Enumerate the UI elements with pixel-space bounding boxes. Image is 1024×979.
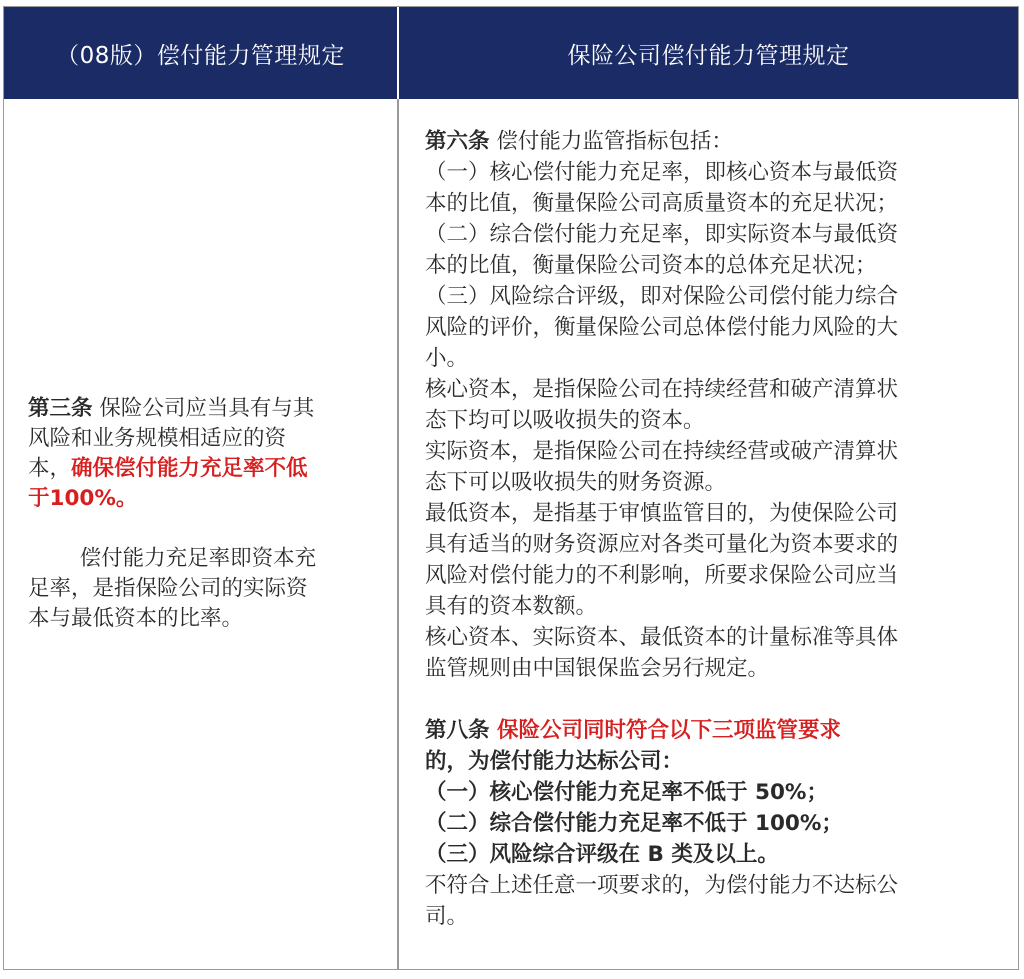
article8-item: （三）风险综合评级在 B 类及以上。: [425, 842, 779, 867]
article8-heading: [425, 715, 1010, 746]
article3-lead: 第三条: [28, 396, 93, 421]
article3-line4: 于100%。: [28, 486, 138, 511]
article6-line: 小。: [425, 346, 469, 371]
article3-line1: [28, 394, 388, 424]
article6-line: 具有的资本数额。: [425, 594, 598, 619]
article6-line: （三）风险综合评级，即对保险公司偿付能力综合: [425, 284, 899, 309]
definition-line3: 本与最低资本的比率。: [28, 606, 244, 631]
article8-lead: 第八条: [425, 718, 490, 743]
article6-body: [425, 157, 1010, 684]
article8-item: （一）核心偿付能力充足率不低于 50%；: [425, 780, 828, 805]
article6-line: 核心资本，是指保险公司在持续经营和破产清算状: [425, 377, 899, 402]
paragraph-gap: [425, 684, 1010, 715]
article6-heading: [425, 126, 1010, 157]
article6-text: 偿付能力监管指标包括：: [489, 129, 733, 154]
article6-line: 本的比值，衡量保险公司高质量资本的充足状况；: [425, 191, 899, 216]
article6-line: （二）综合偿付能力充足率，即实际资本与最低资: [425, 222, 899, 247]
article6-line: 最低资本，是指基于审慎监管目的，为使保险公司: [425, 501, 899, 526]
article6-line: 态下可以吸收损失的财务资源。: [425, 470, 727, 495]
table-header: [4, 7, 1018, 99]
article3-text1: 保险公司应当具有与其: [92, 396, 315, 421]
definition-line2: 足率，是指保险公司的实际资: [28, 576, 308, 601]
definition-line1: 偿付能力充足率即资本充: [79, 546, 317, 571]
article6-line: （一）核心偿付能力充足率，即核心资本与最低资: [425, 160, 899, 185]
article6-lead: 第六条: [425, 129, 490, 154]
right-cell: [425, 126, 1010, 932]
article8-item: （二）综合偿付能力充足率不低于 100%；: [425, 811, 843, 836]
header-right: 保险公司偿付能力管理规定: [567, 42, 850, 69]
article3-red1: 确保偿付能力充足率不低: [71, 456, 308, 481]
paragraph-gap: [28, 514, 388, 544]
article3-line3: [28, 454, 388, 484]
article6-line: 实际资本，是指保险公司在持续经营或破产清算状: [425, 439, 899, 464]
tail-line1: 不符合上述任意一项要求的，为偿付能力不达标公: [425, 873, 899, 898]
article6-line: 态下均可以吸收损失的资本。: [425, 408, 705, 433]
article6-line: 核心资本、实际资本、最低资本的计量标准等具体: [425, 625, 899, 650]
article6-line: 监管规则由中国银保监会另行规定。: [425, 656, 770, 681]
header-left: （08版）偿付能力管理规定: [56, 42, 345, 69]
article6-line: 风险对偿付能力的不利影响，所要求保险公司应当: [425, 563, 899, 588]
comparison-table: [3, 6, 1019, 970]
article6-line: 本的比值，衡量保险公司资本的总体充足状况；: [425, 253, 877, 278]
column-divider: [397, 99, 399, 969]
article8-red1: 保险公司同时符合以下三项监管要求: [489, 718, 842, 743]
article8-red2: 的，为偿付能力达标公司：: [425, 749, 684, 774]
left-cell: [28, 99, 388, 969]
article3-line2: 风险和业务规模相适应的资: [28, 426, 287, 451]
tail-line2: 司。: [425, 904, 469, 929]
article8-items: [425, 777, 1010, 870]
article6-line: 风险的评价，衡量保险公司总体偿付能力风险的大: [425, 315, 899, 340]
article6-line: 具有适当的财务资源应对各类可量化为资本要求的: [425, 532, 899, 557]
article3-plain: 本，: [28, 456, 72, 481]
